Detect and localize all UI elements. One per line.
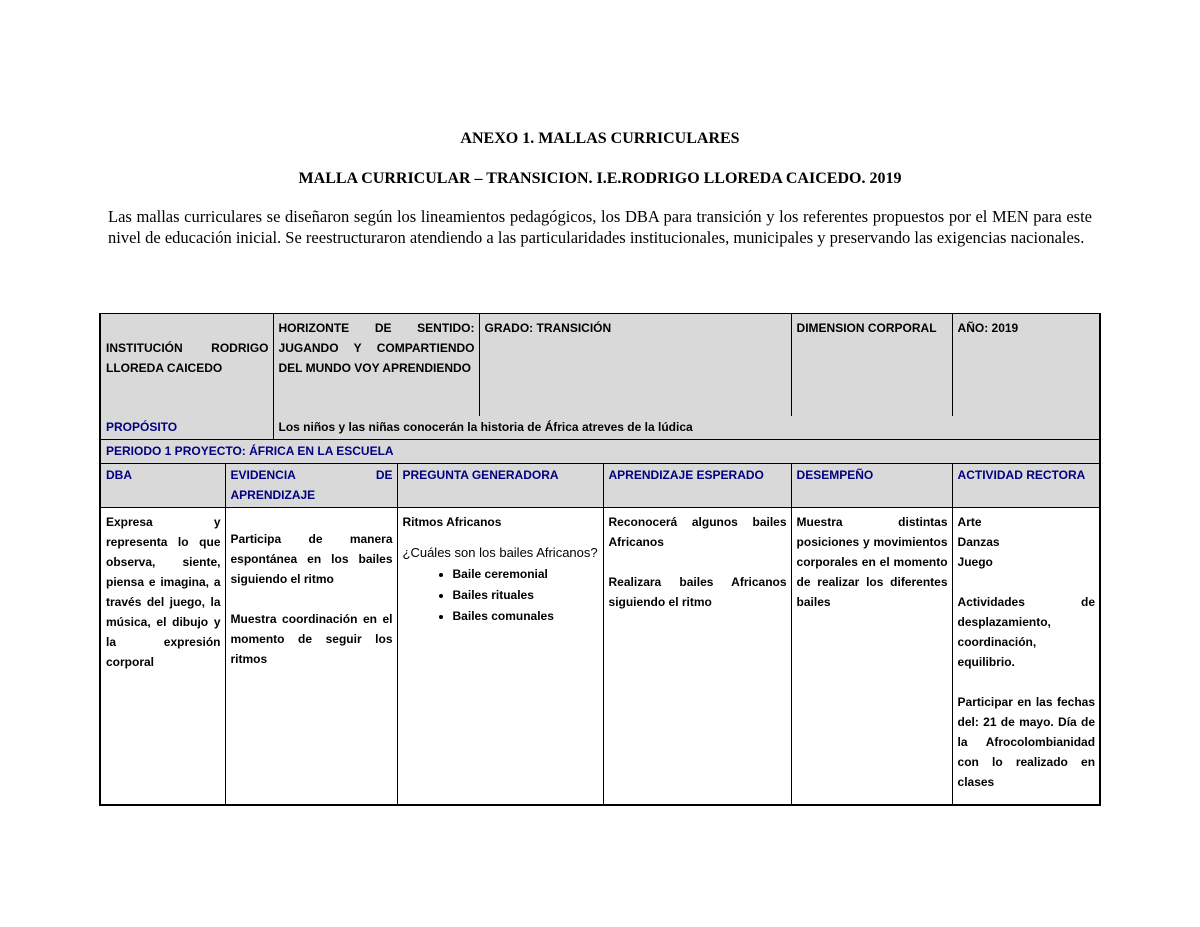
learning-text-2: Realizara bailes Africanos siguiendo el ritmo <box>608 575 787 609</box>
col-header-performance-label: DESEMPEÑO <box>796 468 874 482</box>
purpose-text-cell <box>273 416 1100 440</box>
question-text: ¿Cuáles son los bailes Africanos? <box>402 545 598 560</box>
performance-cell <box>791 508 952 806</box>
col-header-performance <box>791 464 952 508</box>
col-header-question <box>397 464 603 508</box>
evidence-text-2: Muestra coordinación en el momento de seguir los ritmos <box>230 612 393 666</box>
activity-cell <box>952 508 1100 806</box>
col-header-evidence-label: EVIDENCIA DE APRENDIZAJE <box>230 468 393 502</box>
list-item: • Baile ceremonial <box>453 564 599 585</box>
evidence-cell <box>225 508 397 806</box>
purpose-label: PROPÓSITO <box>106 420 178 434</box>
performance-text: Muestra distintas posiciones y movimientos corporales en el momento de realizar los diferentes bailes <box>796 515 948 609</box>
malla-title: MALLA CURRICULAR – TRANSICION. I.E.RODRIGO LLOREDA CAICEDO. 2019 <box>298 170 902 187</box>
activity-text-5: Participar en las fechas del: 21 de mayo. Día de la Afrocolombianidad con lo realizado en clases <box>957 695 1096 789</box>
col-header-activity-label: ACTIVIDAD RECTORA <box>957 468 1086 482</box>
dimension-text: DIMENSION CORPORAL <box>796 321 937 335</box>
grade-text: GRADO: TRANSICIÓN <box>484 321 612 335</box>
institution-cell <box>100 314 273 417</box>
list-item: • Bailes comunales <box>453 606 599 627</box>
col-header-dba <box>100 464 225 508</box>
intro-paragraph: Las mallas curriculares se diseñaron según los lineamientos pedagógicos, los DBA para transición y los referentes propuestos por el MEN para este nivel de educación inicial. Se reestructuraron atendiendo a las particularidades institucionales, municipales y preservando las exigencias nacionales. <box>108 207 1092 247</box>
period-cell <box>100 440 1100 464</box>
dance-list <box>403 564 599 627</box>
horizon-cell <box>273 314 479 417</box>
year-text: AÑO: 2019 <box>957 321 1019 335</box>
question-cell <box>397 508 603 806</box>
evidence-text-1: Participa de manera espontánea en los bailes siguiendo el ritmo <box>230 532 393 586</box>
activity-text-4: Actividades de desplazamiento, coordinación, equilibrio. <box>957 595 1096 669</box>
col-header-learning <box>603 464 791 508</box>
grade-cell <box>479 314 791 417</box>
horizon-text: HORIZONTE DE SENTIDO: JUGANDO Y COMPARTIENDO DEL MUNDO VOY APRENDIENDO <box>278 321 475 375</box>
question-title: Ritmos Africanos <box>402 515 502 529</box>
col-header-dba-label: DBA <box>106 468 132 482</box>
dimension-cell <box>791 314 952 417</box>
institution-text: INSTITUCIÓN RODRIGO LLOREDA CAICEDO <box>106 341 269 375</box>
activity-text-2: Danzas <box>957 535 1000 549</box>
purpose-label-cell <box>100 416 273 440</box>
col-header-evidence <box>225 464 397 508</box>
dba-cell <box>100 508 225 806</box>
curriculum-table <box>99 313 1099 806</box>
learning-text-1: Reconocerá algunos bailes Africanos <box>608 515 787 549</box>
activity-text-3: Juego <box>957 555 993 569</box>
col-header-question-label: PREGUNTA GENERADORA <box>402 468 559 482</box>
col-header-activity <box>952 464 1100 508</box>
annex-title: ANEXO 1. MALLAS CURRICULARES <box>460 130 740 147</box>
col-header-learning-label: APRENDIZAJE ESPERADO <box>608 468 764 482</box>
dba-text: Expresa y representa lo que observa, siente, piensa e imagina, a través del juego, la música, el dibujo y la expresión corporal <box>106 515 221 669</box>
activity-text-1: Arte <box>957 515 982 529</box>
year-cell <box>952 314 1100 417</box>
list-item: • Bailes rituales <box>453 585 599 606</box>
purpose-text: Los niños y las niñas conocerán la historia de África atreves de la lúdica <box>278 420 693 434</box>
period-text: PERIODO 1 PROYECTO: ÁFRICA EN LA ESCUELA <box>106 444 394 458</box>
learning-cell <box>603 508 791 806</box>
